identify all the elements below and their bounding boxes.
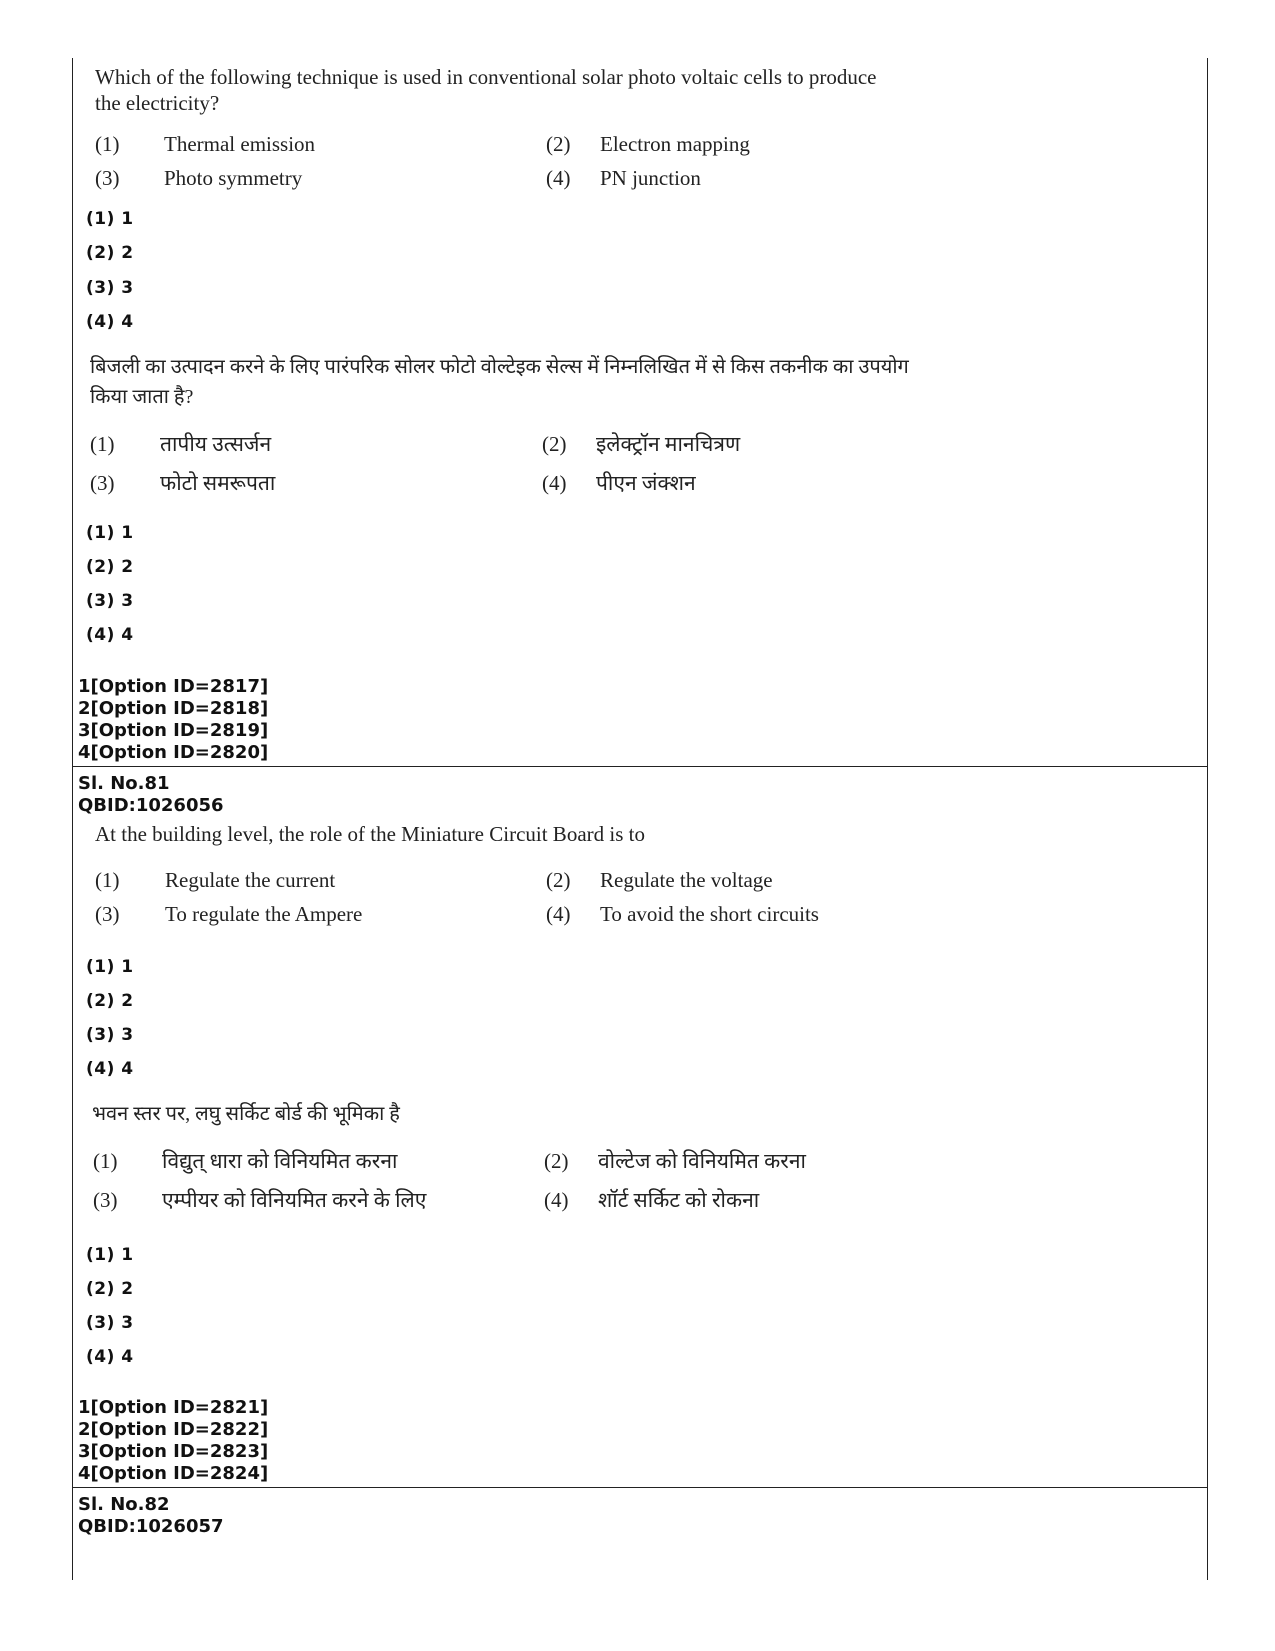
option-text: Electron mapping	[600, 132, 750, 156]
question-text-hindi: बिजली का उत्पादन करने के लिए पारंपरिक सोलर फोटो वोल्टेइक सेल्स में निम्नलिखित में से किस तकनीक का उपयोग	[90, 356, 909, 378]
question-text: At the building level, the role of the Miniature Circuit Board is to	[95, 822, 645, 846]
option-id: 4[Option ID=2820]	[78, 742, 269, 763]
answer-choice[interactable]: (4) 4	[86, 625, 134, 645]
question-text-hindi: भवन स्तर पर, लघु सर्किट बोर्ड की भूमिका है	[92, 1103, 400, 1125]
option-number: (2)	[542, 432, 567, 456]
answer-choice[interactable]: (1) 1	[86, 957, 134, 977]
option-number: (1)	[93, 1149, 118, 1173]
option-text-hindi: एम्पीयर को विनियमित करने के लिए	[162, 1188, 427, 1212]
option-number: (1)	[95, 132, 120, 156]
answer-choice[interactable]: (2) 2	[86, 991, 134, 1011]
serial-number: Sl. No.82	[78, 1494, 170, 1515]
option-number: (3)	[93, 1188, 118, 1212]
option-number: (4)	[546, 166, 571, 190]
option-text-hindi: वोल्टेज को विनियमित करना	[598, 1149, 806, 1173]
page-frame	[72, 58, 1208, 1580]
answer-choice[interactable]: (4) 4	[86, 1059, 134, 1079]
option-number: (3)	[90, 471, 115, 495]
option-text-hindi: इलेक्ट्रॉन मानचित्रण	[596, 432, 741, 456]
option-number: (1)	[90, 432, 115, 456]
option-number: (3)	[95, 902, 120, 926]
answer-choice[interactable]: (4) 4	[86, 1347, 134, 1367]
option-text-hindi: फोटो समरूपता	[160, 471, 276, 495]
answer-choice[interactable]: (3) 3	[86, 1025, 134, 1045]
qbid: QBID:1026056	[78, 795, 224, 816]
option-number: (4)	[542, 471, 567, 495]
option-id: 3[Option ID=2819]	[78, 720, 269, 741]
answer-choice[interactable]: (1) 1	[86, 209, 134, 229]
answer-choice[interactable]: (4) 4	[86, 312, 134, 332]
option-text: To avoid the short circuits	[600, 902, 819, 926]
divider	[72, 766, 1208, 767]
answer-choice[interactable]: (1) 1	[86, 523, 134, 543]
option-number: (2)	[546, 132, 571, 156]
option-id: 1[Option ID=2821]	[78, 1397, 269, 1418]
option-text: Regulate the current	[165, 868, 336, 892]
option-id: 4[Option ID=2824]	[78, 1463, 269, 1484]
option-text: Thermal emission	[164, 132, 316, 156]
option-number: (2)	[544, 1149, 569, 1173]
answer-choice[interactable]: (3) 3	[86, 1313, 134, 1333]
option-text: Regulate the voltage	[600, 868, 773, 892]
question-text: Which of the following technique is used in conventional solar photo voltaic cells to produce	[95, 65, 877, 89]
option-number: (4)	[544, 1188, 569, 1212]
question-text: the electricity?	[95, 91, 220, 115]
answer-choice[interactable]: (2) 2	[86, 1279, 134, 1299]
option-id: 3[Option ID=2823]	[78, 1441, 269, 1462]
option-number: (3)	[95, 166, 120, 190]
option-text-hindi: शॉर्ट सर्किट को रोकना	[598, 1188, 760, 1212]
option-text-hindi: पीएन जंक्शन	[596, 471, 696, 495]
option-text-hindi: तापीय उत्सर्जन	[160, 432, 272, 456]
answer-choice[interactable]: (2) 2	[86, 243, 134, 263]
option-number: (1)	[95, 868, 120, 892]
option-number: (4)	[546, 902, 571, 926]
answer-choice[interactable]: (3) 3	[86, 278, 134, 298]
option-id: 2[Option ID=2822]	[78, 1419, 269, 1440]
option-number: (2)	[546, 868, 571, 892]
answer-choice[interactable]: (1) 1	[86, 1245, 134, 1265]
option-text: Photo symmetry	[164, 166, 303, 190]
serial-number: Sl. No.81	[78, 773, 170, 794]
answer-choice[interactable]: (2) 2	[86, 557, 134, 577]
divider	[72, 1487, 1208, 1488]
answer-choice[interactable]: (3) 3	[86, 591, 134, 611]
option-text-hindi: विद्युत् धारा को विनियमित करना	[162, 1149, 398, 1173]
option-id: 2[Option ID=2818]	[78, 698, 269, 719]
qbid: QBID:1026057	[78, 1516, 224, 1537]
option-id: 1[Option ID=2817]	[78, 676, 269, 697]
option-text: PN junction	[600, 166, 701, 190]
option-text: To regulate the Ampere	[165, 902, 363, 926]
question-text-hindi: किया जाता है?	[90, 386, 194, 408]
